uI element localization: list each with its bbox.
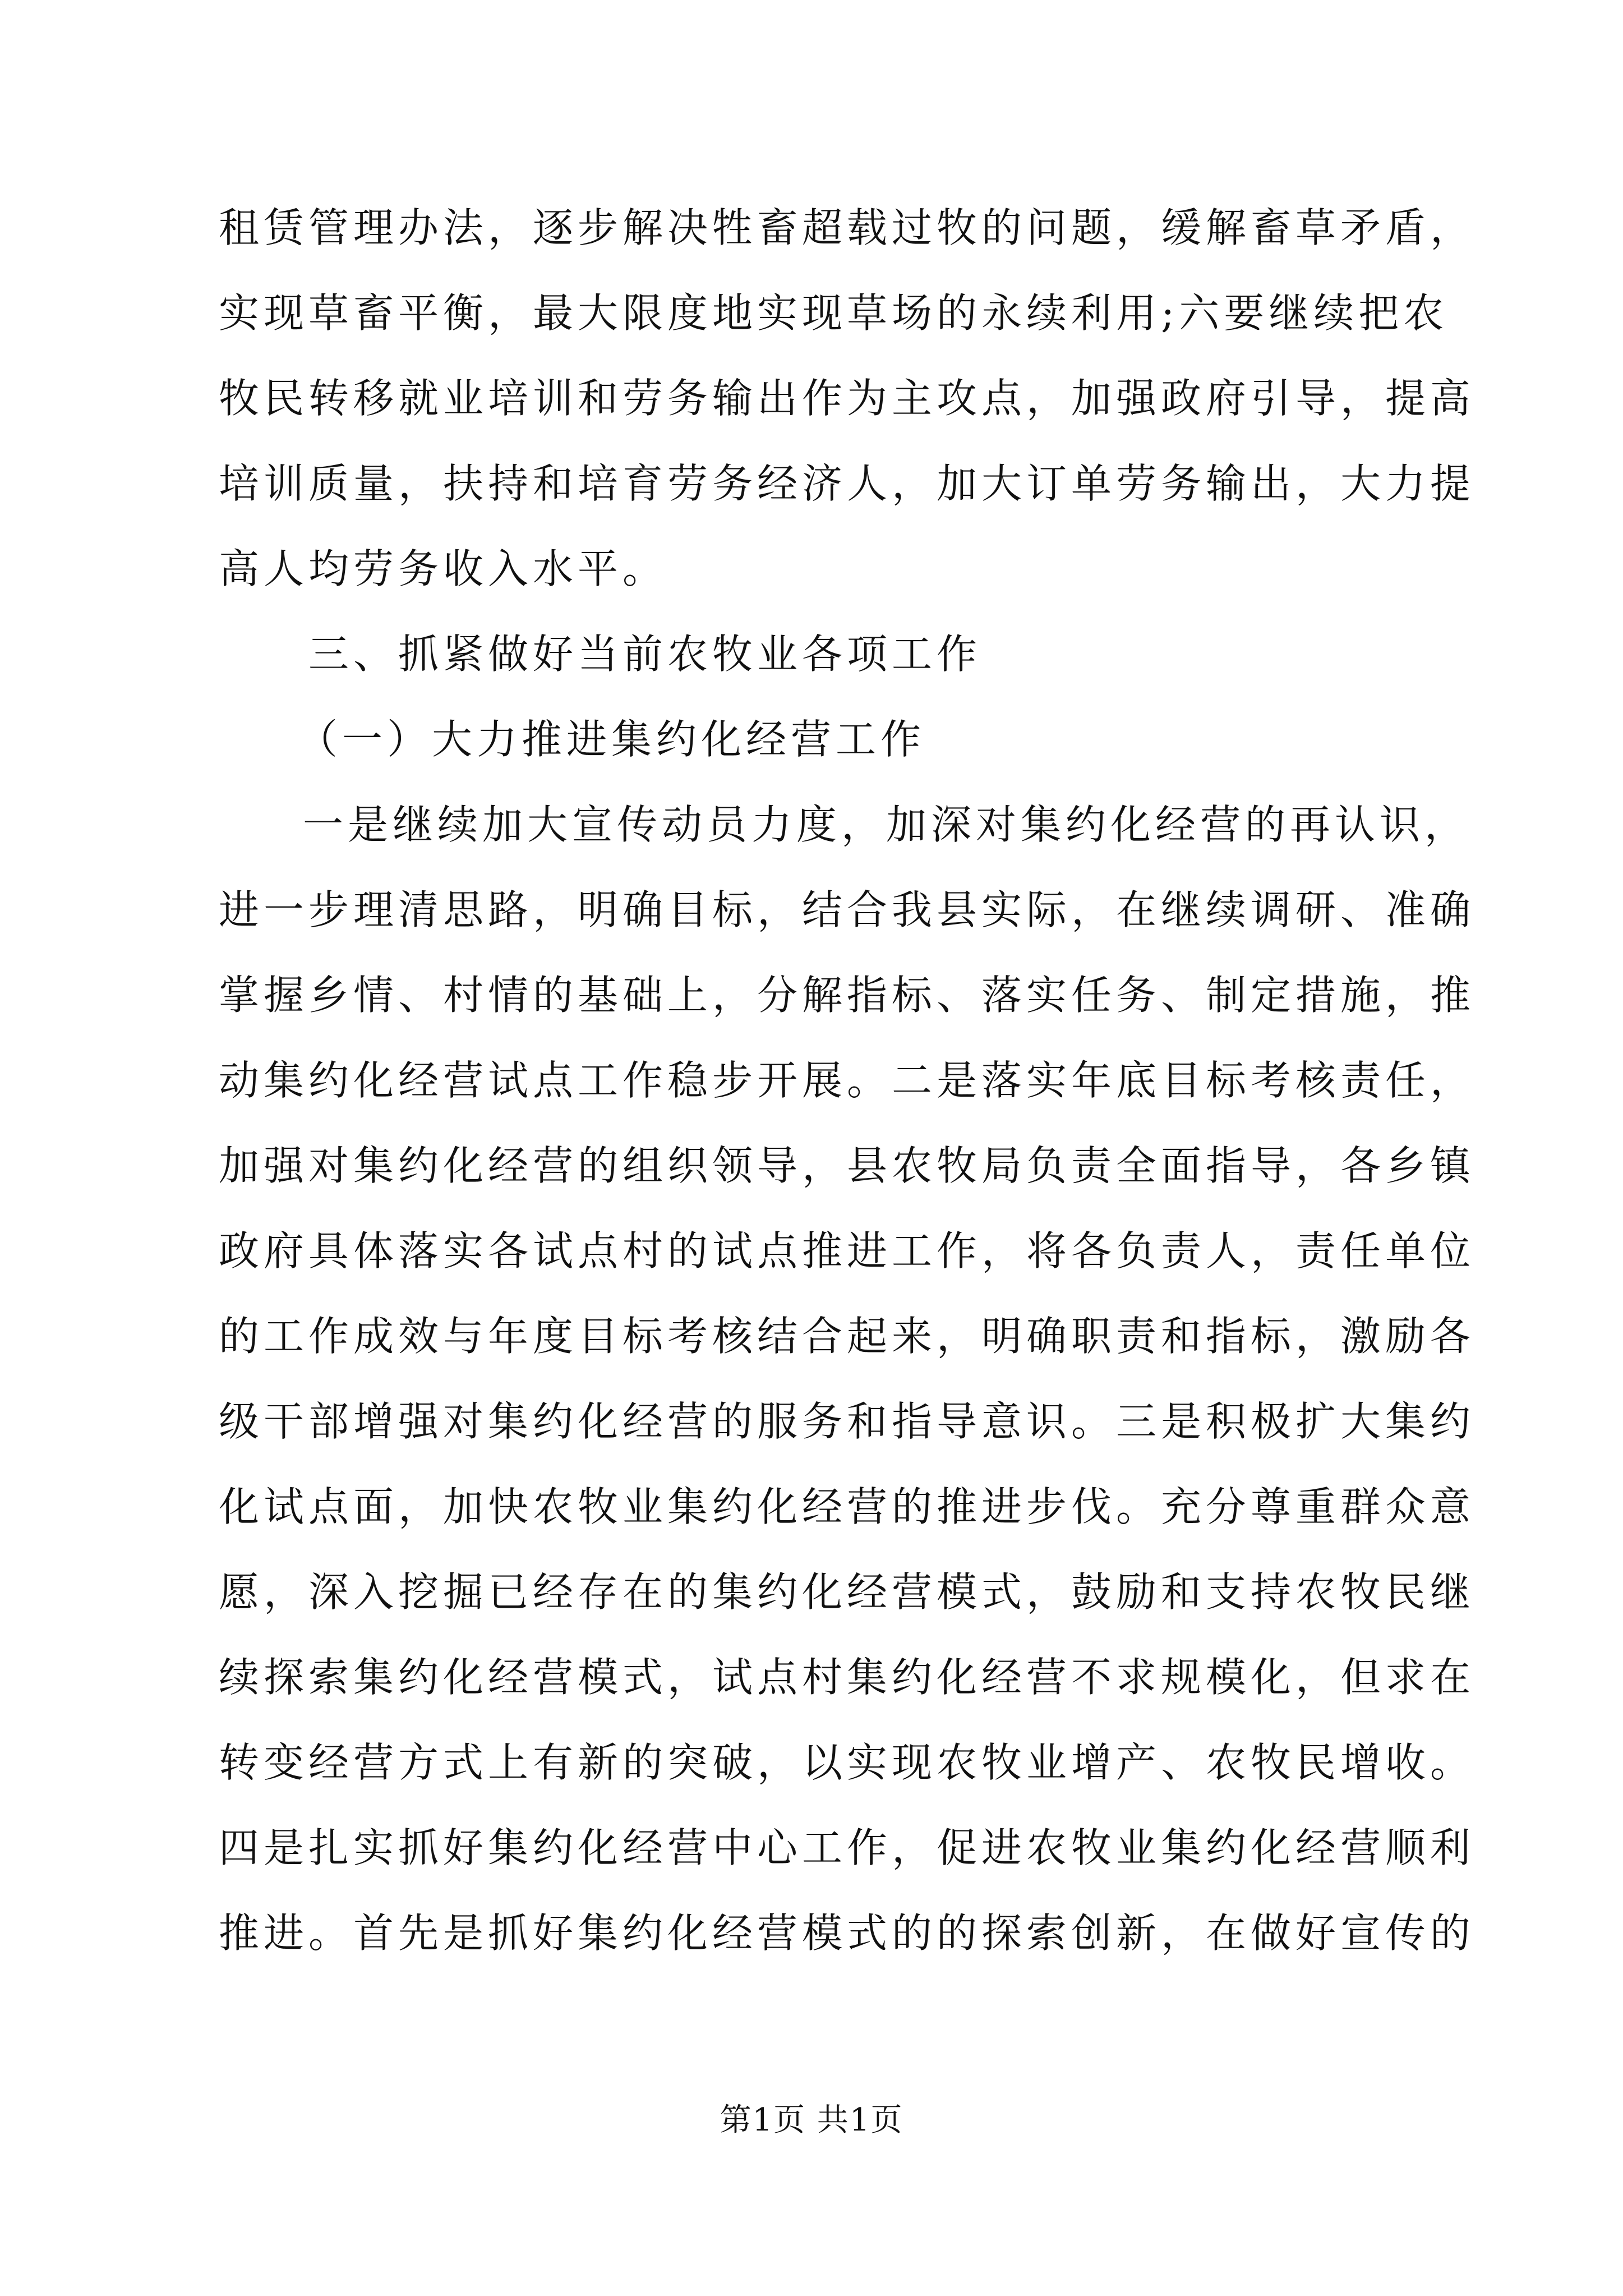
page-footer: 第1页 共1页 — [720, 2102, 903, 2138]
text-line: 愿，深入挖掘已经存在的集约化经营模式，鼓励和支持农牧民继 — [219, 1568, 1476, 1616]
text-line: 高人均劳务收入水平。 — [219, 545, 668, 592]
text-line: 进一步理清思路，明确目标，结合我县实际，在继续调研、准确 — [219, 886, 1476, 933]
paragraph-first-line: 一是继续加大宣传动员力度，加深对集约化经营的再认识， — [303, 801, 1470, 848]
text-line: 级干部增强对集约化经营的服务和指导意识。三是积极扩大集约 — [219, 1398, 1476, 1445]
document-body — [219, 185, 1476, 1976]
text-line: 加强对集约化经营的组织领导，县农牧局负责全面指导，各乡镇 — [219, 1142, 1476, 1189]
text-line: 政府具体落实各试点村的试点推进工作，将各负责人，责任单位 — [219, 1227, 1476, 1274]
text-line: 转变经营方式上有新的突破，以实现农牧业增产、农牧民增收。 — [219, 1739, 1476, 1786]
text-line: 续探索集约化经营模式，试点村集约化经营不求规模化，但求在 — [219, 1654, 1476, 1701]
text-line: 的工作成效与年度目标考核结合起来，明确职责和指标，激励各 — [219, 1313, 1476, 1360]
text-line: 四是扎实抓好集约化经营中心工作，促进农牧业集约化经营顺利 — [219, 1824, 1476, 1871]
text-line: 掌握乡情、村情的基础上，分解指标、落实任务、制定措施，推 — [219, 972, 1476, 1019]
text-line: 化试点面，加快农牧业集约化经营的推进步伐。充分尊重群众意 — [219, 1483, 1476, 1530]
section-heading: 三、抓紧做好当前农牧业各项工作 — [308, 631, 982, 678]
text-line: 牧民转移就业培训和劳务输出作为主攻点，加强政府引导，提高 — [219, 375, 1476, 422]
text-line: 推进。首先是抓好集约化经营模式的的探索创新，在做好宣传的 — [219, 1910, 1476, 1957]
text-line: 动集约化经营试点工作稳步开展。二是落实年底目标考核责任， — [219, 1057, 1476, 1104]
text-line: 实现草畜平衡，最大限度地实现草场的永续利用;六要继续把农 — [219, 289, 1449, 337]
text-line: 租赁管理办法，逐步解决牲畜超载过牧的问题，缓解畜草矛盾， — [219, 204, 1476, 251]
text-line: 培训质量，扶持和培育劳务经济人，加大订单劳务输出，大力提 — [219, 460, 1476, 507]
subsection-heading: （一）大力推进集约化经营工作 — [297, 716, 926, 763]
